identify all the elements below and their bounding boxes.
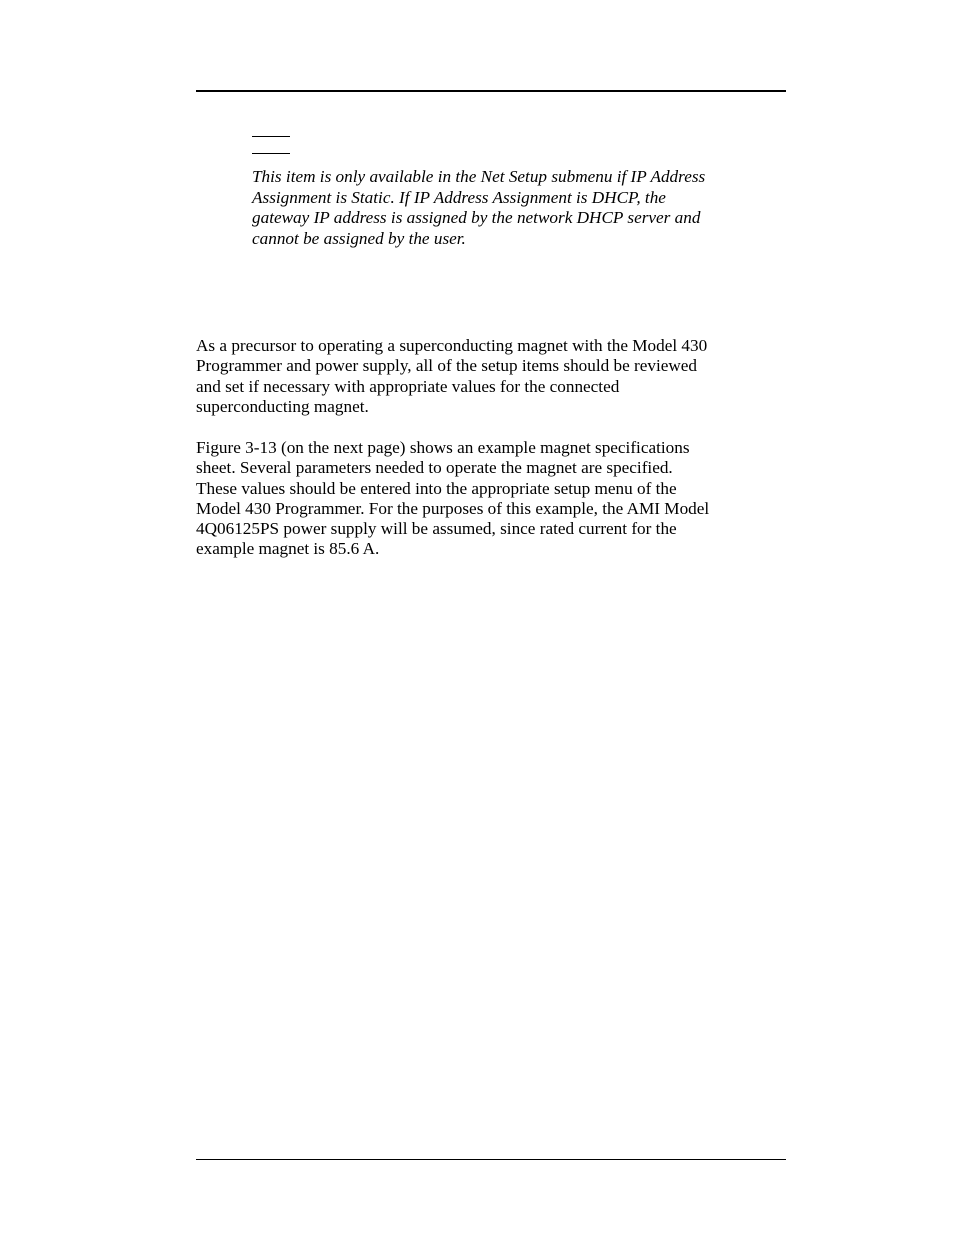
paragraph-line: sheet. Several parameters needed to operate the magnet are specified. bbox=[196, 458, 673, 478]
paragraph-line: 4Q06125PS power supply will be assumed, since rated current for the bbox=[196, 519, 677, 539]
body-paragraph-intro bbox=[196, 336, 796, 417]
note-line: gateway IP address is assigned by the network DHCP server and bbox=[252, 208, 701, 227]
paragraph-line: superconducting magnet. bbox=[196, 396, 369, 416]
note-text bbox=[252, 167, 792, 249]
paragraph-line: These values should be entered into the appropriate setup menu of the bbox=[196, 478, 677, 498]
paragraph-line: Programmer and power supply, all of the setup items should be reviewed bbox=[196, 356, 698, 376]
body-paragraph-example bbox=[196, 438, 796, 560]
note-line: cannot be assigned by the user. bbox=[252, 228, 466, 248]
header-rule bbox=[196, 90, 786, 92]
note-line: This item is only available in the Net Setup submenu if IP Address bbox=[252, 167, 706, 186]
footer-rule bbox=[196, 1159, 786, 1160]
note-line: Assignment is Static. If IP Address Assignment is DHCP, the bbox=[252, 187, 666, 207]
paragraph-line: example magnet is 85.6 A. bbox=[196, 539, 380, 559]
paragraph-line: As a precursor to operating a superconducting magnet with the Model 430 bbox=[196, 336, 708, 355]
note-marker-bottom bbox=[252, 153, 290, 154]
note-marker-top bbox=[252, 136, 290, 137]
paragraph-line: and set if necessary with appropriate values for the connected bbox=[196, 376, 620, 396]
paragraph-line: Figure 3-13 (on the next page) shows an example magnet specifications bbox=[196, 438, 690, 457]
paragraph-line: Model 430 Programmer. For the purposes of this example, the AMI Model bbox=[196, 498, 710, 518]
